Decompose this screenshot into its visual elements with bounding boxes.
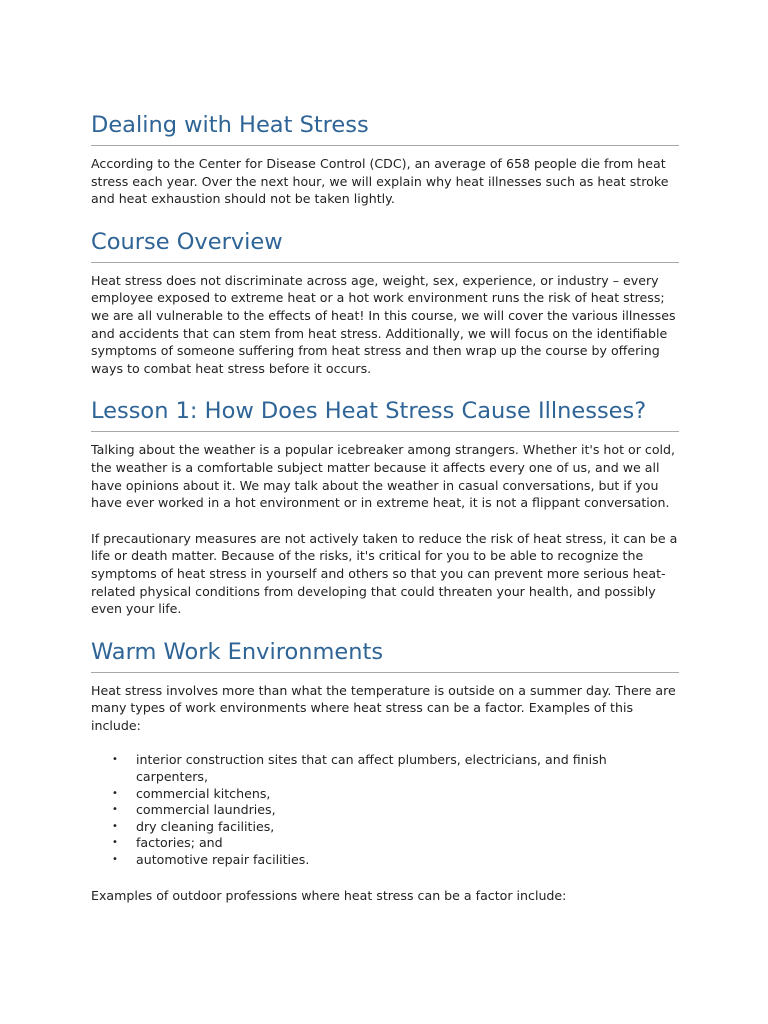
list-item xyxy=(112,818,679,836)
section-heading-course-overview: Course Overview xyxy=(91,227,679,263)
document-content xyxy=(91,110,679,904)
warm-work-intro-paragraph: Heat stress involves more than what the temperature is outside on a summer day. There are many types of work environments where heat stress can be a factor. Examples of this include: xyxy=(91,682,676,733)
bullet-icon: • xyxy=(112,820,118,832)
list-item-text: automotive repair facilities. xyxy=(136,852,310,868)
list-item-text: factories; and xyxy=(136,835,223,851)
list-item-text: interior construction sites that can affect plumbers, electricians, and finish carpenters, xyxy=(136,752,607,785)
intro-paragraph: According to the Center for Disease Control (CDC), an average of 658 people die from heat stress each year. Over the next hour, we will explain why heat illnesses such as heat stroke and heat exhaustion should not be taken lightly. xyxy=(91,156,669,207)
bullet-icon: • xyxy=(112,804,118,816)
work-environments-list xyxy=(91,752,679,868)
bullet-icon: • xyxy=(112,754,118,766)
list-item-text: commercial kitchens, xyxy=(136,785,271,801)
list-item xyxy=(112,835,679,852)
lesson-1-paragraph-2: If precautionary measures are not actively taken to reduce the risk of heat stress, it can be a life or death matter. Because of the risks, it's critical for you to be able to recognize the symptoms of heat stress in yourself and others so that you can prevent more serious heat-related physical conditions from developing that could threaten your health, and possibly even your life. xyxy=(91,530,678,617)
section-heading-dealing-with-heat-stress: Dealing with Heat Stress xyxy=(91,110,679,146)
section-heading-lesson-1: Lesson 1: How Does Heat Stress Cause Illnesses? xyxy=(91,396,679,432)
list-item xyxy=(112,852,679,869)
list-item-text: dry cleaning facilities, xyxy=(136,818,275,834)
section-heading-warm-work-environments: Warm Work Environments xyxy=(91,637,679,673)
bullet-icon: • xyxy=(112,854,118,866)
list-item xyxy=(112,785,679,803)
lesson-1-paragraph-1: Talking about the weather is a popular icebreaker among strangers. Whether it's hot or cold, the weather is a comfortable subject matter because it affects every one of us, and we all have opinions about it. We may talk about the weather in casual conversations, but if you have ever worked in a hot environment or in extreme heat, it is not a flippant conversation. xyxy=(91,442,676,511)
bullet-icon: • xyxy=(112,787,118,799)
list-item-text: commercial laundries, xyxy=(136,802,276,818)
course-overview-paragraph: Heat stress does not discriminate across age, weight, sex, experience, or industry – every employee exposed to extreme heat or a hot work environment runs the risk of heat stress; we are all vulnerable to the effects of heat! In this course, we will cover the various illnesses and accidents that can stem from heat stress. Additionally, we will focus on the identifiable symptoms of someone suffering from heat stress and then wrap up the course by offering ways to combat heat stress before it occurs. xyxy=(91,272,676,376)
outdoor-professions-paragraph: Examples of outdoor professions where heat stress can be a factor include: xyxy=(91,887,567,903)
bullet-icon: • xyxy=(112,837,118,849)
list-item xyxy=(112,752,679,785)
list-item xyxy=(112,802,679,819)
